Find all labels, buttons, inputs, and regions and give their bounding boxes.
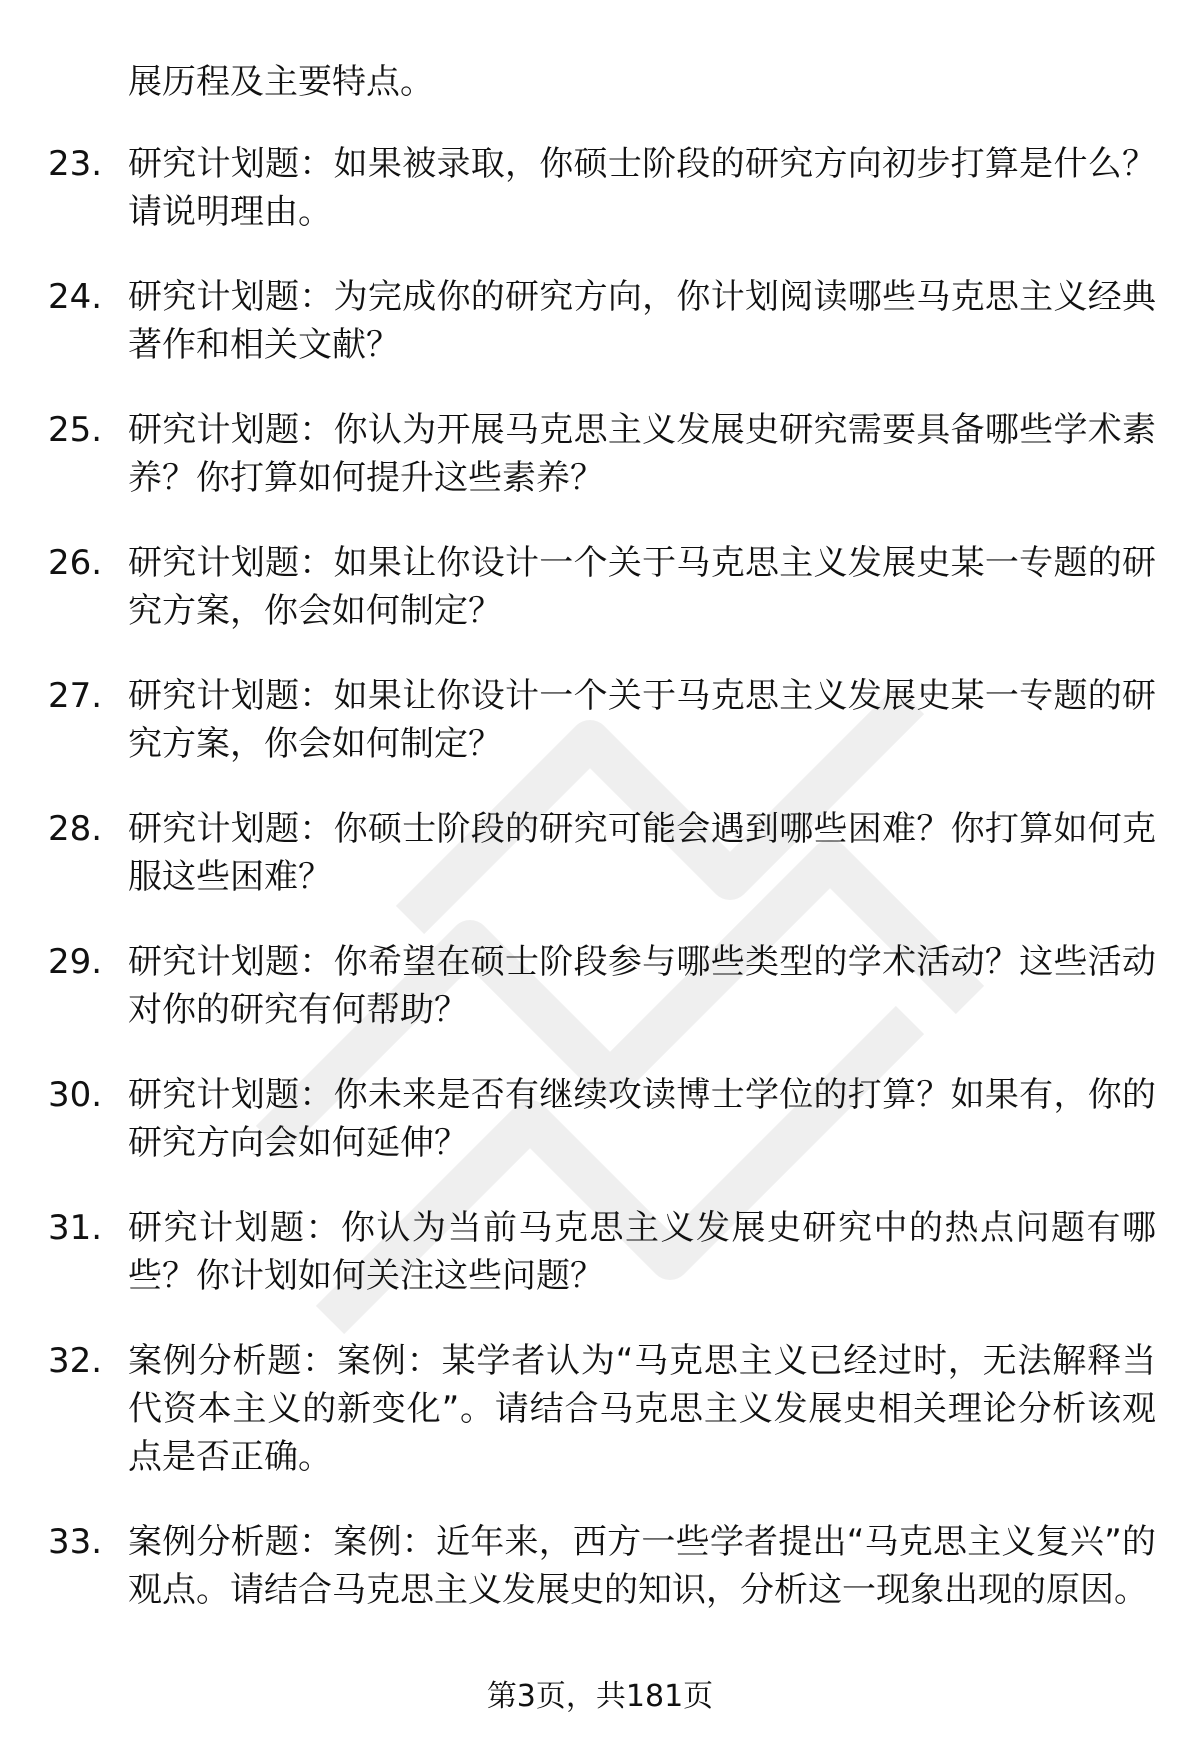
question-item	[48, 406, 1156, 502]
question-item	[48, 539, 1156, 635]
question-item	[48, 805, 1156, 901]
question-text: 研究计划题：你希望在硕士阶段参与哪些类型的学术活动？这些活动对你的研究有何帮助？	[128, 942, 1156, 1030]
question-number: 27.	[48, 676, 103, 716]
question-text: 研究计划题：如果被录取，你硕士阶段的研究方向初步打算是什么？请说明理由。	[128, 144, 1156, 232]
question-number: 32.	[48, 1341, 103, 1381]
question-item	[48, 1071, 1156, 1167]
question-number: 33.	[48, 1522, 103, 1562]
question-text: 研究计划题：如果让你设计一个关于马克思主义发展史某一专题的研究方案，你会如何制定？	[128, 543, 1156, 631]
question-text: 研究计划题：如果让你设计一个关于马克思主义发展史某一专题的研究方案，你会如何制定？	[128, 676, 1156, 764]
question-number: 23.	[48, 144, 103, 184]
question-text: 研究计划题：你认为当前马克思主义发展史研究中的热点问题有哪些？你计划如何关注这些问题？	[128, 1208, 1156, 1296]
question-text: 研究计划题：为完成你的研究方向，你计划阅读哪些马克思主义经典著作和相关文献？	[128, 277, 1156, 365]
question-item	[48, 140, 1156, 236]
question-item	[48, 273, 1156, 369]
question-text: 研究计划题：你认为开展马克思主义发展史研究需要具备哪些学术素养？你打算如何提升这些素养？	[128, 410, 1156, 498]
question-item	[48, 672, 1156, 768]
question-list	[48, 140, 1156, 1651]
continuation-text: 展历程及主要特点。	[128, 62, 434, 102]
question-text: 研究计划题：你未来是否有继续攻读博士学位的打算？如果有，你的研究方向会如何延伸？	[128, 1075, 1156, 1163]
question-number: 28.	[48, 809, 103, 849]
question-text: 案例分析题：案例：某学者认为“马克思主义已经过时，无法解释当代资本主义的新变化”。请结合马克思主义发展史相关理论分析该观点是否正确。	[128, 1341, 1156, 1477]
question-number: 30.	[48, 1075, 103, 1115]
question-item	[48, 938, 1156, 1034]
question-item	[48, 1204, 1156, 1300]
question-text: 研究计划题：你硕士阶段的研究可能会遇到哪些困难？你打算如何克服这些困难？	[128, 809, 1156, 897]
question-item	[48, 1337, 1156, 1481]
question-number: 25.	[48, 410, 103, 450]
question-number: 26.	[48, 543, 103, 583]
question-number: 31.	[48, 1208, 103, 1248]
question-text: 案例分析题：案例：近年来，西方一些学者提出“马克思主义复兴”的观点。请结合马克思主义发展史的知识，分析这一现象出现的原因。	[128, 1522, 1156, 1610]
page-footer: 第3页，共181页	[486, 1679, 714, 1714]
question-item	[48, 1518, 1156, 1614]
question-number: 29.	[48, 942, 103, 982]
question-number: 24.	[48, 277, 103, 317]
